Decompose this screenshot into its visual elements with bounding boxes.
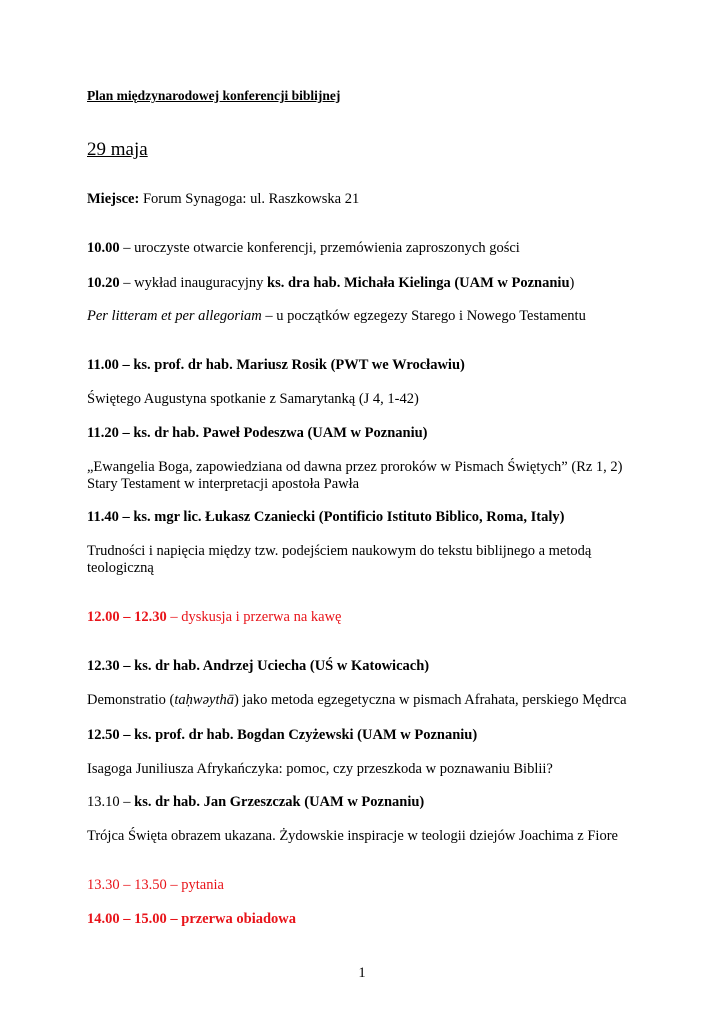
venue-line — [87, 191, 684, 208]
item-time: 13.10 – — [87, 794, 135, 810]
title-italic: taḥwəythā — [174, 692, 234, 708]
lecture-title-1140-line2: teologiczną — [87, 560, 154, 576]
item-speaker: ks. dra hab. Michała Kielinga (UAM w Poznaniu — [267, 275, 570, 291]
venue-label: Miejsce: — [87, 191, 140, 207]
speaker-header-1120: 11.20 – ks. dr hab. Paweł Podeszwa (UAM w Poznaniu) — [87, 425, 428, 441]
speaker-header-1140: 11.40 – ks. mgr lic. Łukasz Czaniecki (Pontificio Istituto Biblico, Roma, Italy) — [87, 509, 565, 525]
title-post: ) jako metoda egzegetyczna w pismach Afrahata, perskiego Mędrca — [234, 692, 627, 708]
break-text: – dyskusja i przerwa na kawę — [166, 609, 342, 625]
lecture-title-1120-line2: Stary Testament w interpretacji apostoła Pawła — [87, 476, 360, 492]
questions-session: 13.30 – 13.50 – pytania — [87, 877, 224, 893]
coffee-break — [87, 609, 684, 626]
title-rest: – u początków egzegezy Starego i Nowego Testamentu — [261, 308, 586, 324]
speaker-header-1100: 11.00 – ks. prof. dr hab. Mariusz Rosik (PWT we Wrocławiu) — [87, 357, 465, 373]
speaker-header-1250: 12.50 – ks. prof. dr hab. Bogdan Czyżewski (UAM w Poznaniu) — [87, 727, 478, 743]
speaker-header-1230: 12.30 – ks. dr hab. Andrzej Uciecha (UŚ w Katowicach) — [87, 658, 430, 674]
item-paren: ) — [569, 275, 575, 291]
item-text: – wykład inauguracyjny — [119, 275, 268, 291]
title-pre: Demonstratio ( — [87, 692, 175, 708]
lunch-break: 14.00 – 15.00 – przerwa obiadowa — [87, 911, 297, 927]
conference-date: 29 maja — [87, 139, 148, 160]
program-item-1000 — [87, 240, 684, 257]
title-italic: Per litteram et per allegoriam — [87, 308, 262, 324]
venue-value: Forum Synagoga: ul. Raszkowska 21 — [139, 191, 360, 207]
item-time: 10.00 — [87, 240, 120, 256]
speaker-header-1310 — [87, 794, 684, 811]
break-time: 12.00 – 12.30 — [87, 609, 167, 625]
document-title: Plan międzynarodowej konferencji biblijnej — [87, 88, 341, 103]
lecture-title-1020 — [87, 308, 684, 325]
item-time: 10.20 — [87, 275, 120, 291]
lecture-title-1310: Trójca Święta obrazem ukazana. Żydowskie inspiracje w teologii dziejów Joachima z Fiore — [87, 828, 618, 844]
lecture-title-1250: Isagoga Juniliusza Afrykańczyka: pomoc, czy przeszkoda w poznawaniu Biblii? — [87, 761, 553, 777]
lecture-title-1120-line1: „Ewangelia Boga, zapowiedziana od dawna przez proroków w Pismach Świętych” (Rz 1, 2) — [87, 459, 623, 475]
page-number: 1 — [358, 965, 366, 981]
program-item-1020 — [87, 275, 684, 292]
item-speaker: ks. dr hab. Jan Grzeszczak (UAM w Poznaniu) — [134, 794, 425, 810]
item-text: – uroczyste otwarcie konferencji, przemówienia zaproszonych gości — [119, 240, 520, 256]
lecture-title-1100: Świętego Augustyna spotkanie z Samarytanką (J 4, 1-42) — [87, 391, 419, 407]
lecture-title-1230 — [87, 692, 684, 709]
lecture-title-1140-line1: Trudności i napięcia między tzw. podejściem naukowym do tekstu biblijnego a metodą — [87, 543, 592, 559]
